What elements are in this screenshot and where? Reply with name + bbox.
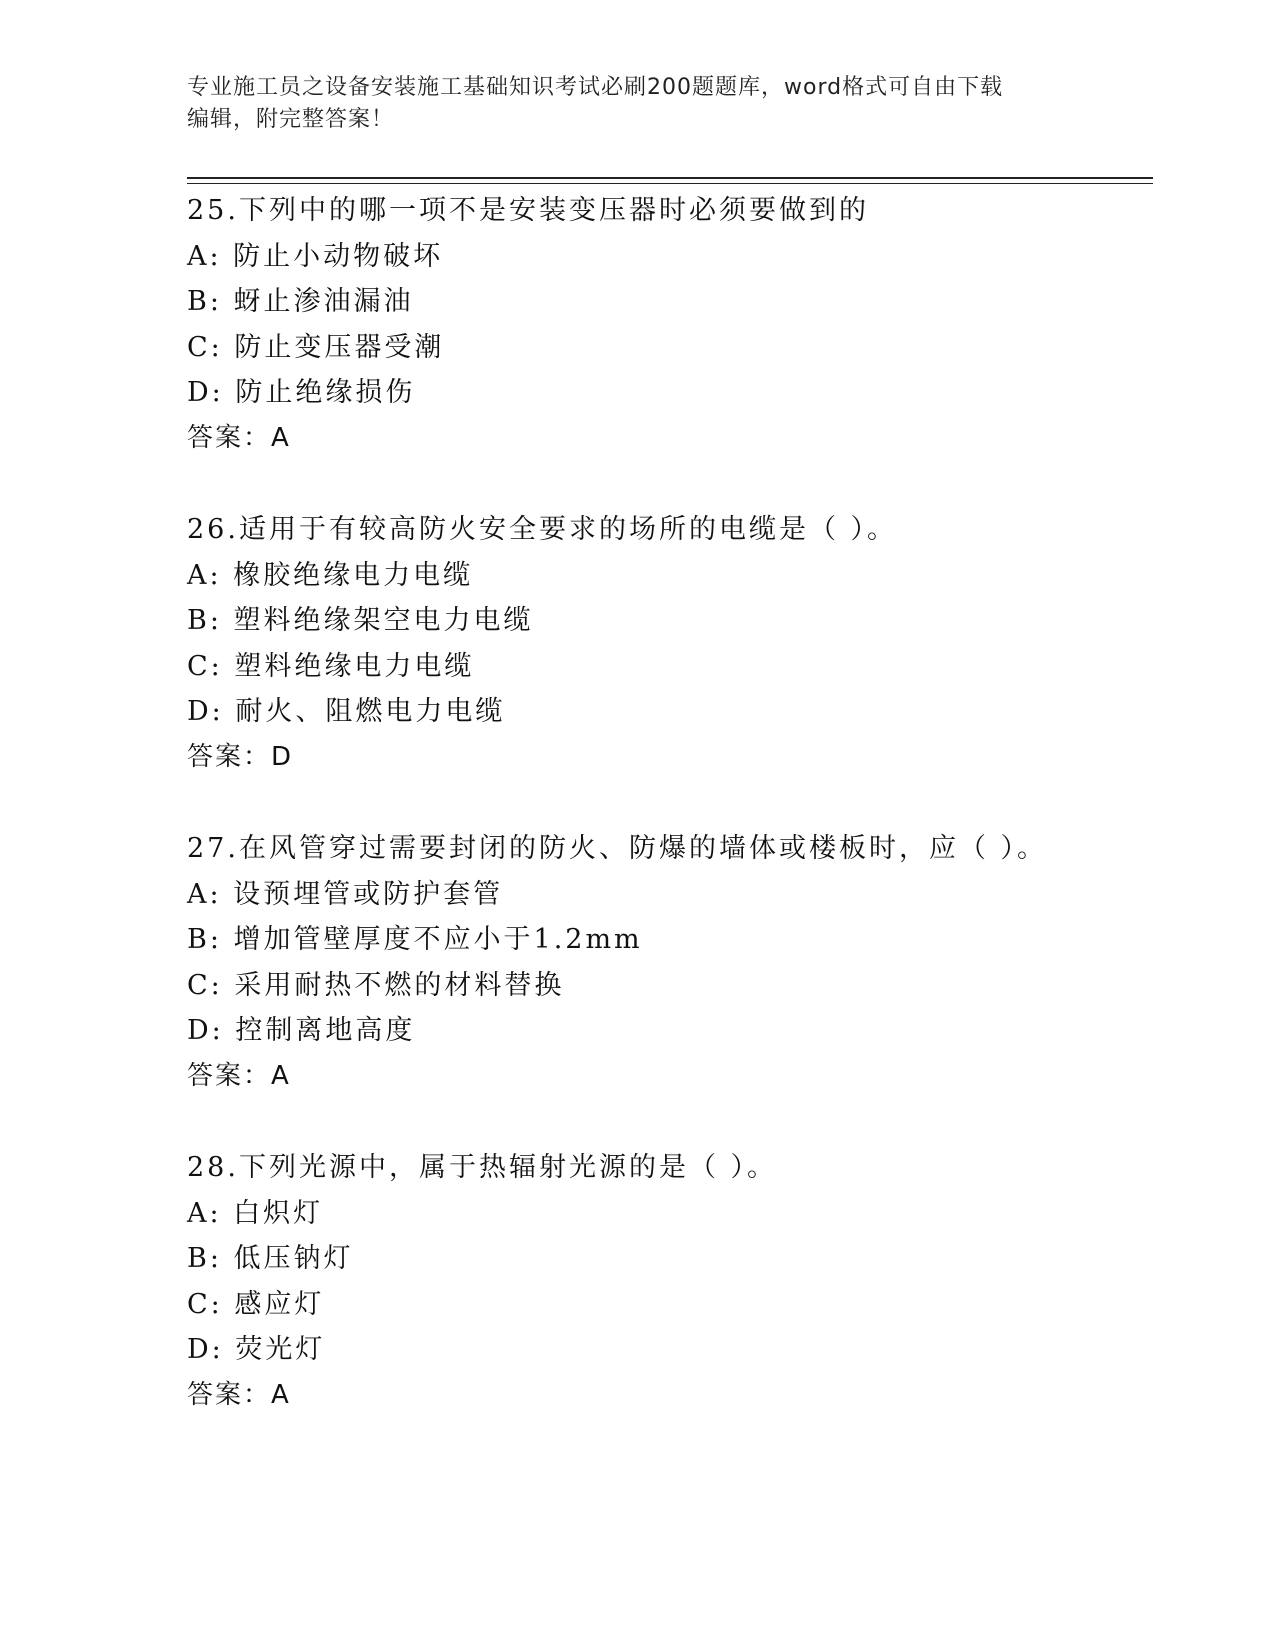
- question-25: [187, 188, 1153, 460]
- option-a: A: 橡胶绝缘电力电缆: [187, 559, 474, 591]
- option-a: A: 设预埋管或防护套管: [187, 878, 504, 910]
- question-stem: 28.下列光源中，属于热辐射光源的是（ ）。: [187, 1151, 778, 1183]
- option-c: C: 感应灯: [187, 1288, 325, 1320]
- header-line-1: 专业施工员之设备安装施工基础知识考试必刷200题题库，word格式可自由下载: [187, 75, 1004, 100]
- option-b: B: 塑料绝缘架空电力电缆: [187, 605, 534, 637]
- option-d: D: 耐火、阻燃电力电缆: [187, 696, 506, 728]
- question-stem: 25.下列中的哪一项不是安装变压器时必须要做到的: [187, 195, 869, 226]
- question-list: [187, 188, 1153, 1464]
- header-divider-thick: [187, 177, 1153, 179]
- header-divider-thin: [187, 183, 1153, 184]
- answer-line: 答案：D: [187, 741, 294, 772]
- question-stem: 27.在风管穿过需要封闭的防火、防爆的墙体或楼板时，应（ ）。: [187, 832, 1048, 864]
- option-d: D: 荧光灯: [187, 1334, 326, 1366]
- question-stem: 26.适用于有较高防火安全要求的场所的电缆是（ ）。: [187, 513, 898, 545]
- option-c: C: 塑料绝缘电力电缆: [187, 650, 475, 682]
- answer-line: 答案：A: [187, 1379, 291, 1410]
- option-c: C: 防止变压器受潮: [187, 331, 445, 363]
- question-27: [187, 826, 1153, 1098]
- header-line-2: 编辑，附完整答案！: [187, 107, 395, 132]
- option-a: A: 防止小动物破坏: [187, 240, 444, 272]
- option-c: C: 采用耐热不燃的材料替换: [187, 969, 565, 1001]
- answer-line: 答案：A: [187, 422, 291, 453]
- option-b: B: 增加管壁厚度不应小于1.2mm: [187, 924, 643, 956]
- option-b: B: 蚜止渗油漏油: [187, 286, 414, 318]
- option-a: A: 白炽灯: [187, 1197, 324, 1229]
- answer-line: 答案：A: [187, 1060, 291, 1091]
- option-d: D: 防止绝缘损伤: [187, 377, 416, 409]
- question-26: [187, 507, 1153, 779]
- option-d: D: 控制离地高度: [187, 1015, 416, 1047]
- option-b: B: 低压钠灯: [187, 1243, 354, 1275]
- question-28: [187, 1145, 1153, 1417]
- document-header: [187, 72, 1067, 136]
